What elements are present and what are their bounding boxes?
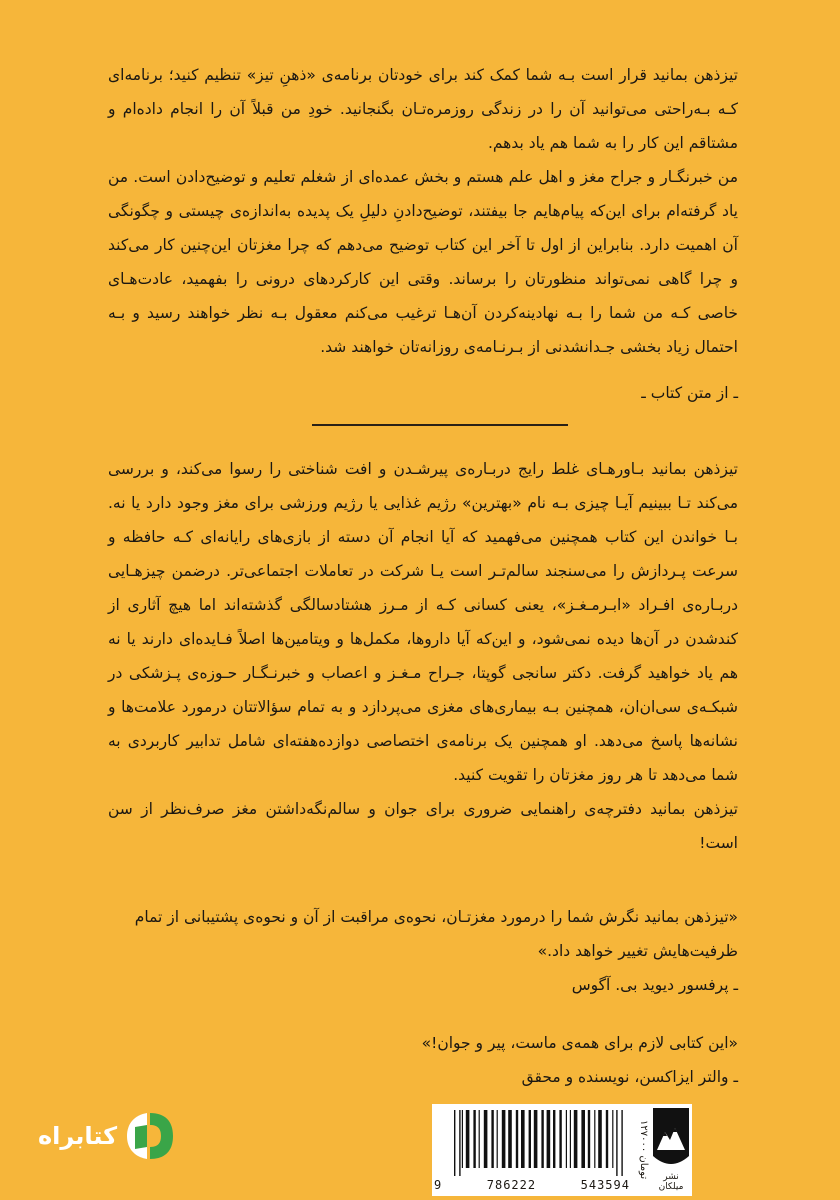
quote-author: ـ پرفسور دیوید بی. آگوس <box>571 976 738 994</box>
isbn-group-1: 786222 <box>486 1178 537 1192</box>
description-text <box>108 452 738 860</box>
quote-author: ـ والتر ایزاکسن، نویسنده و محقق <box>521 1068 738 1086</box>
description-paragraph: تیزذهن بمانید دفترچه‌ی راهنمایی ضروری برای جوان و سالم‌نگه‌داشتن مغز صرف‌نظر از سن است! <box>108 800 738 852</box>
mountain-logo-icon <box>651 1106 691 1172</box>
logo-word: کتابراه <box>38 1122 118 1150</box>
quote-text: «این کتابی لازم برای همه‌ی ماست، پیر و جوان!» <box>421 1034 738 1052</box>
isbn-digits <box>434 1178 630 1192</box>
divider <box>312 424 568 426</box>
isbn-group-2: 543594 <box>580 1178 630 1192</box>
endorsements <box>102 900 738 1118</box>
publisher-name: نشر میلکان <box>658 1172 684 1192</box>
price-label: ۱۲۷۰۰۰ تومان <box>638 1120 649 1180</box>
intro-paragraph: من خبرنگـار و جراح مغز و اهل علم هستم و بخش عمده‌ای از شغلم تعلیم و توضیح‌دادن است. من یاد گرفته‌ام برای این‌که پیام‌هایم جا بیفتند، توضیح‌دادنِ دلیلِ یک پدیده به‌اندازه‌ی چیستی و چگونگی آن اهمیت دارد. بنابراین از اول تا آخر این کتاب توضیح می‌دهم که چرا مغزتان این‌چنین کار می‌کند و چرا گاهی نمی‌تواند منظورتان را برساند. وقتی این کارکردهای درونی را بفهمید، عادت‌هـای خاصی کـه من شما را بـه نهادینه‌کردن آن‌هـا ترغیب می‌کنم معقول بـه نظر خواهند رسید و بـه احتمال زیاد بخشی جـدانشدنی از بـرنـامه‌ی روزانه‌تان خواهند شد. <box>108 168 738 356</box>
isbn-prefix: 9 <box>434 1178 443 1192</box>
quote-text: «تیزذهن بمانید نگرش شما را درمورد مغزتـان، نحوه‌ی مراقبت از آن و نحوه‌ی پشتیبانی از تمام ظرفیت‌هایش تغییر خواهد داد.» <box>134 908 738 960</box>
intro-paragraph: تیزذهن بمانید قرار است بـه شما کمک کند برای خودتان برنامه‌ی «ذهنِ تیز» تنظیم کنید؛ برنامه‌ای کـه بـه‌راحتی می‌توانید آن را در زندگی روزمره‌تـان بگنجانید. خودِ من قبلاً آن را انجام داده‌ام و مشتاقم این کار را به شما هم یاد بدهم. <box>108 66 738 152</box>
publisher-logo <box>650 1106 692 1192</box>
intro-text <box>108 58 738 364</box>
intro-source: ـ از متن کتاب ـ <box>641 384 738 402</box>
ketabrah-logo <box>38 1104 190 1168</box>
book-leaf-icon <box>123 1109 177 1163</box>
isbn-barcode <box>452 1110 624 1176</box>
description-paragraph: تیزذهن بمانید بـاورهـای غلط رایج دربـاره‌ی پیرشـدن و افت شناختی را رسوا می‌کند، و بررسی می‌کند تـا ببینیم آیـا چیزی بـه نام «بهترین» رژیم غذایی یا رژیم ورزشی برای مغز وجود دارد یا نه. بـا خواندن این کتاب همچنین می‌فهمید که آیا انجام آن دسته از بازی‌های رایانه‌ای کـه حافظه و سرعت پـردازش را می‌سنجند سالم‌تـر است یـا شرکت در تعاملات اجتماعی‌تر. درضمن چیزهـایی دربـاره‌ی افـراد «ابـرمـغـز»، یعنی کسانی کـه از مـرز هشتادسالگی گذشته‌اند اما هیچ آثاری از کندشدن در آن‌ها دیده نمی‌شود، و این‌که آیا داروها، مکمل‌ها و ویتامین‌ها اصلاً فـایده‌ای دارند یا نه هم یاد خواهید گرفت. دکتر سانجی گوپتا، جـراح مـغـز و اعصاب و خبرنـگـار حـوزه‌ی پـزشکی در شبکـه‌ی سی‌ان‌ان، همچنین بـه بیماری‌های مغزی می‌پردازد و به تمام سؤالاتتان درمورد علامت‌ها و نشانه‌ها پاسخ می‌دهد. او همچنین یک برنامه‌ی اختصاصی دوازده‌هفته‌ای شامل تدابیر کاربردی به شما می‌دهد تا هر روز مغزتان را تقویت کنید. <box>108 460 738 784</box>
barcode-panel <box>432 1104 692 1196</box>
